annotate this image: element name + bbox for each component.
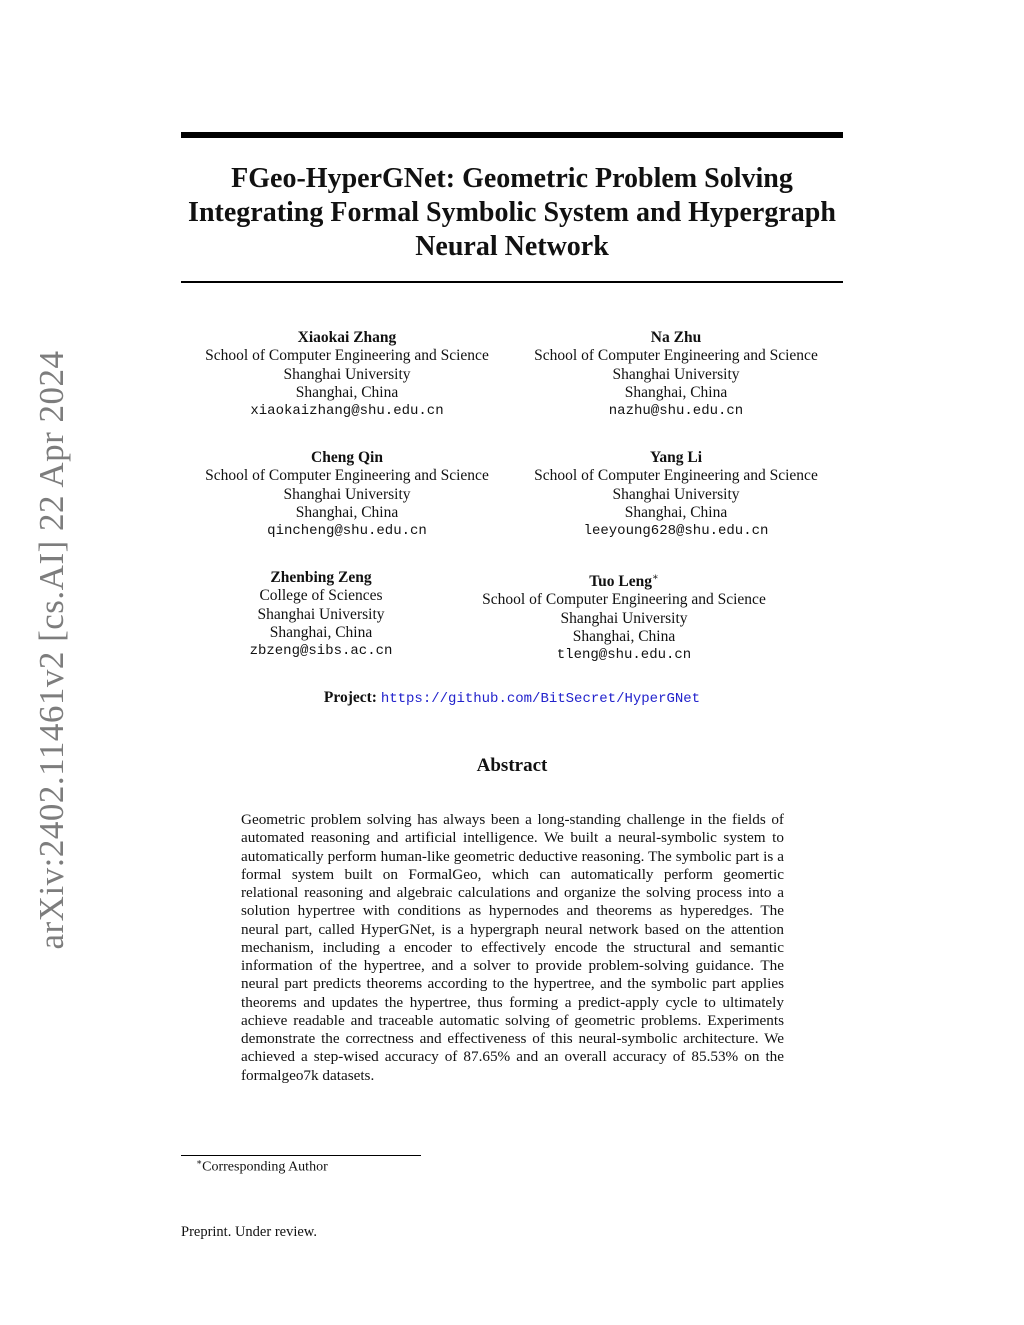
title-top-rule — [181, 132, 843, 138]
project-link[interactable]: https://github.com/BitSecret/HyperGNet — [380, 691, 701, 707]
abstract-body: Geometric problem solving has always been a long-standing challenge in the fields of automated reasoning and artificial intelligence. We built a neural-symbolic system to automatically perform human-like geometric deductive reasoning. The symbolic part is a formal system built on FormalGeo, which can automatically perform geomertic relational reasoning and algebraic calculations and organize the solving process into a solution hypertree with conditions as hypernodes and theorems as hyperedges. The neural part, called HyperGNet, is a hypergraph neural network based on the attention mechanism, including a encoder to effectively encode the structural and semantic information of the hypertree, and a solver to provide problem-solving guidance. The neural part predicts theorems according to the hypertree, and the symbolic part applies theorems and updates the hypertree, thus forming a predict-apply cycle to ultimately achieve readable and traceable automatic solving of geometric problems. Experiments demonstrate the correctness and effectiveness of this neural-symbolic architecture. We achieved a step-wised accuracy of 87.65% and an overall accuracy of 85.53% on the formalgeo7k datasets. — [241, 811, 784, 1084]
project-line — [181, 689, 843, 707]
author-email[interactable]: leeyoung628@shu.edu.cn — [583, 523, 769, 540]
author-email[interactable]: zbzeng@sibs.ac.cn — [249, 643, 393, 660]
title-bottom-rule — [181, 281, 843, 283]
author-location: Shanghai, China — [572, 628, 676, 646]
author-location: Shanghai, China — [295, 503, 399, 521]
project-label: Project: — [323, 689, 377, 706]
title-line: Neural Network — [415, 231, 609, 262]
paper-title — [181, 162, 843, 264]
author-name: Zhenbing Zeng — [270, 569, 372, 586]
author-block-cheng-qin — [187, 449, 507, 540]
title-line: FGeo-HyperGNet: Geometric Problem Solving — [231, 163, 793, 194]
author-affiliation: School of Computer Engineering and Science — [205, 347, 489, 365]
author-block-tuo-leng — [464, 569, 784, 665]
author-name: Yang Li — [649, 449, 703, 466]
author-name: Na Zhu — [650, 329, 702, 346]
author-university: Shanghai University — [560, 609, 688, 627]
author-email[interactable]: xiaokaizhang@shu.edu.cn — [250, 403, 444, 420]
author-affiliation: School of Computer Engineering and Science — [205, 467, 489, 485]
author-block-zhenbing-zeng — [161, 569, 481, 660]
author-university: Shanghai University — [283, 365, 411, 383]
author-university: Shanghai University — [612, 485, 740, 503]
author-affiliation: School of Computer Engineering and Science — [534, 467, 818, 485]
footnote — [196, 1157, 328, 1176]
author-affiliation: School of Computer Engineering and Science — [534, 347, 818, 365]
author-university: Shanghai University — [612, 365, 740, 383]
author-email[interactable]: nazhu@shu.edu.cn — [608, 403, 744, 420]
author-location: Shanghai, China — [295, 383, 399, 401]
preprint-note: Preprint. Under review. — [181, 1224, 317, 1240]
author-email[interactable]: tleng@shu.edu.cn — [556, 647, 692, 664]
author-affiliation: College of Sciences — [259, 587, 383, 605]
title-line: Integrating Formal Symbolic System and Hypergraph — [188, 197, 836, 228]
author-name-text: Tuo Leng — [589, 573, 652, 591]
author-affiliation: School of Computer Engineering and Science — [482, 591, 766, 609]
footnote-text: Corresponding Author — [202, 1159, 328, 1175]
author-name — [464, 569, 784, 591]
author-location: Shanghai, China — [624, 503, 728, 521]
author-location: Shanghai, China — [269, 623, 373, 641]
footnote-rule — [181, 1155, 421, 1156]
corresponding-marker: ∗ — [651, 572, 659, 583]
abstract-heading: Abstract — [476, 755, 548, 776]
author-email[interactable]: qincheng@shu.edu.cn — [267, 523, 427, 540]
author-location: Shanghai, China — [624, 383, 728, 401]
author-block-na-zhu — [516, 329, 836, 420]
author-name: Cheng Qin — [311, 449, 383, 466]
arxiv-stamp: arXiv:2402.11461v2 [cs.AI] 22 Apr 2024 — [32, 350, 71, 950]
author-university: Shanghai University — [283, 485, 411, 503]
author-university: Shanghai University — [257, 605, 385, 623]
author-block-yang-li — [516, 449, 836, 540]
author-block-xiaokai-zhang — [187, 329, 507, 420]
author-name: Xiaokai Zhang — [297, 329, 397, 346]
footnote-marker: ∗ — [196, 1157, 203, 1167]
